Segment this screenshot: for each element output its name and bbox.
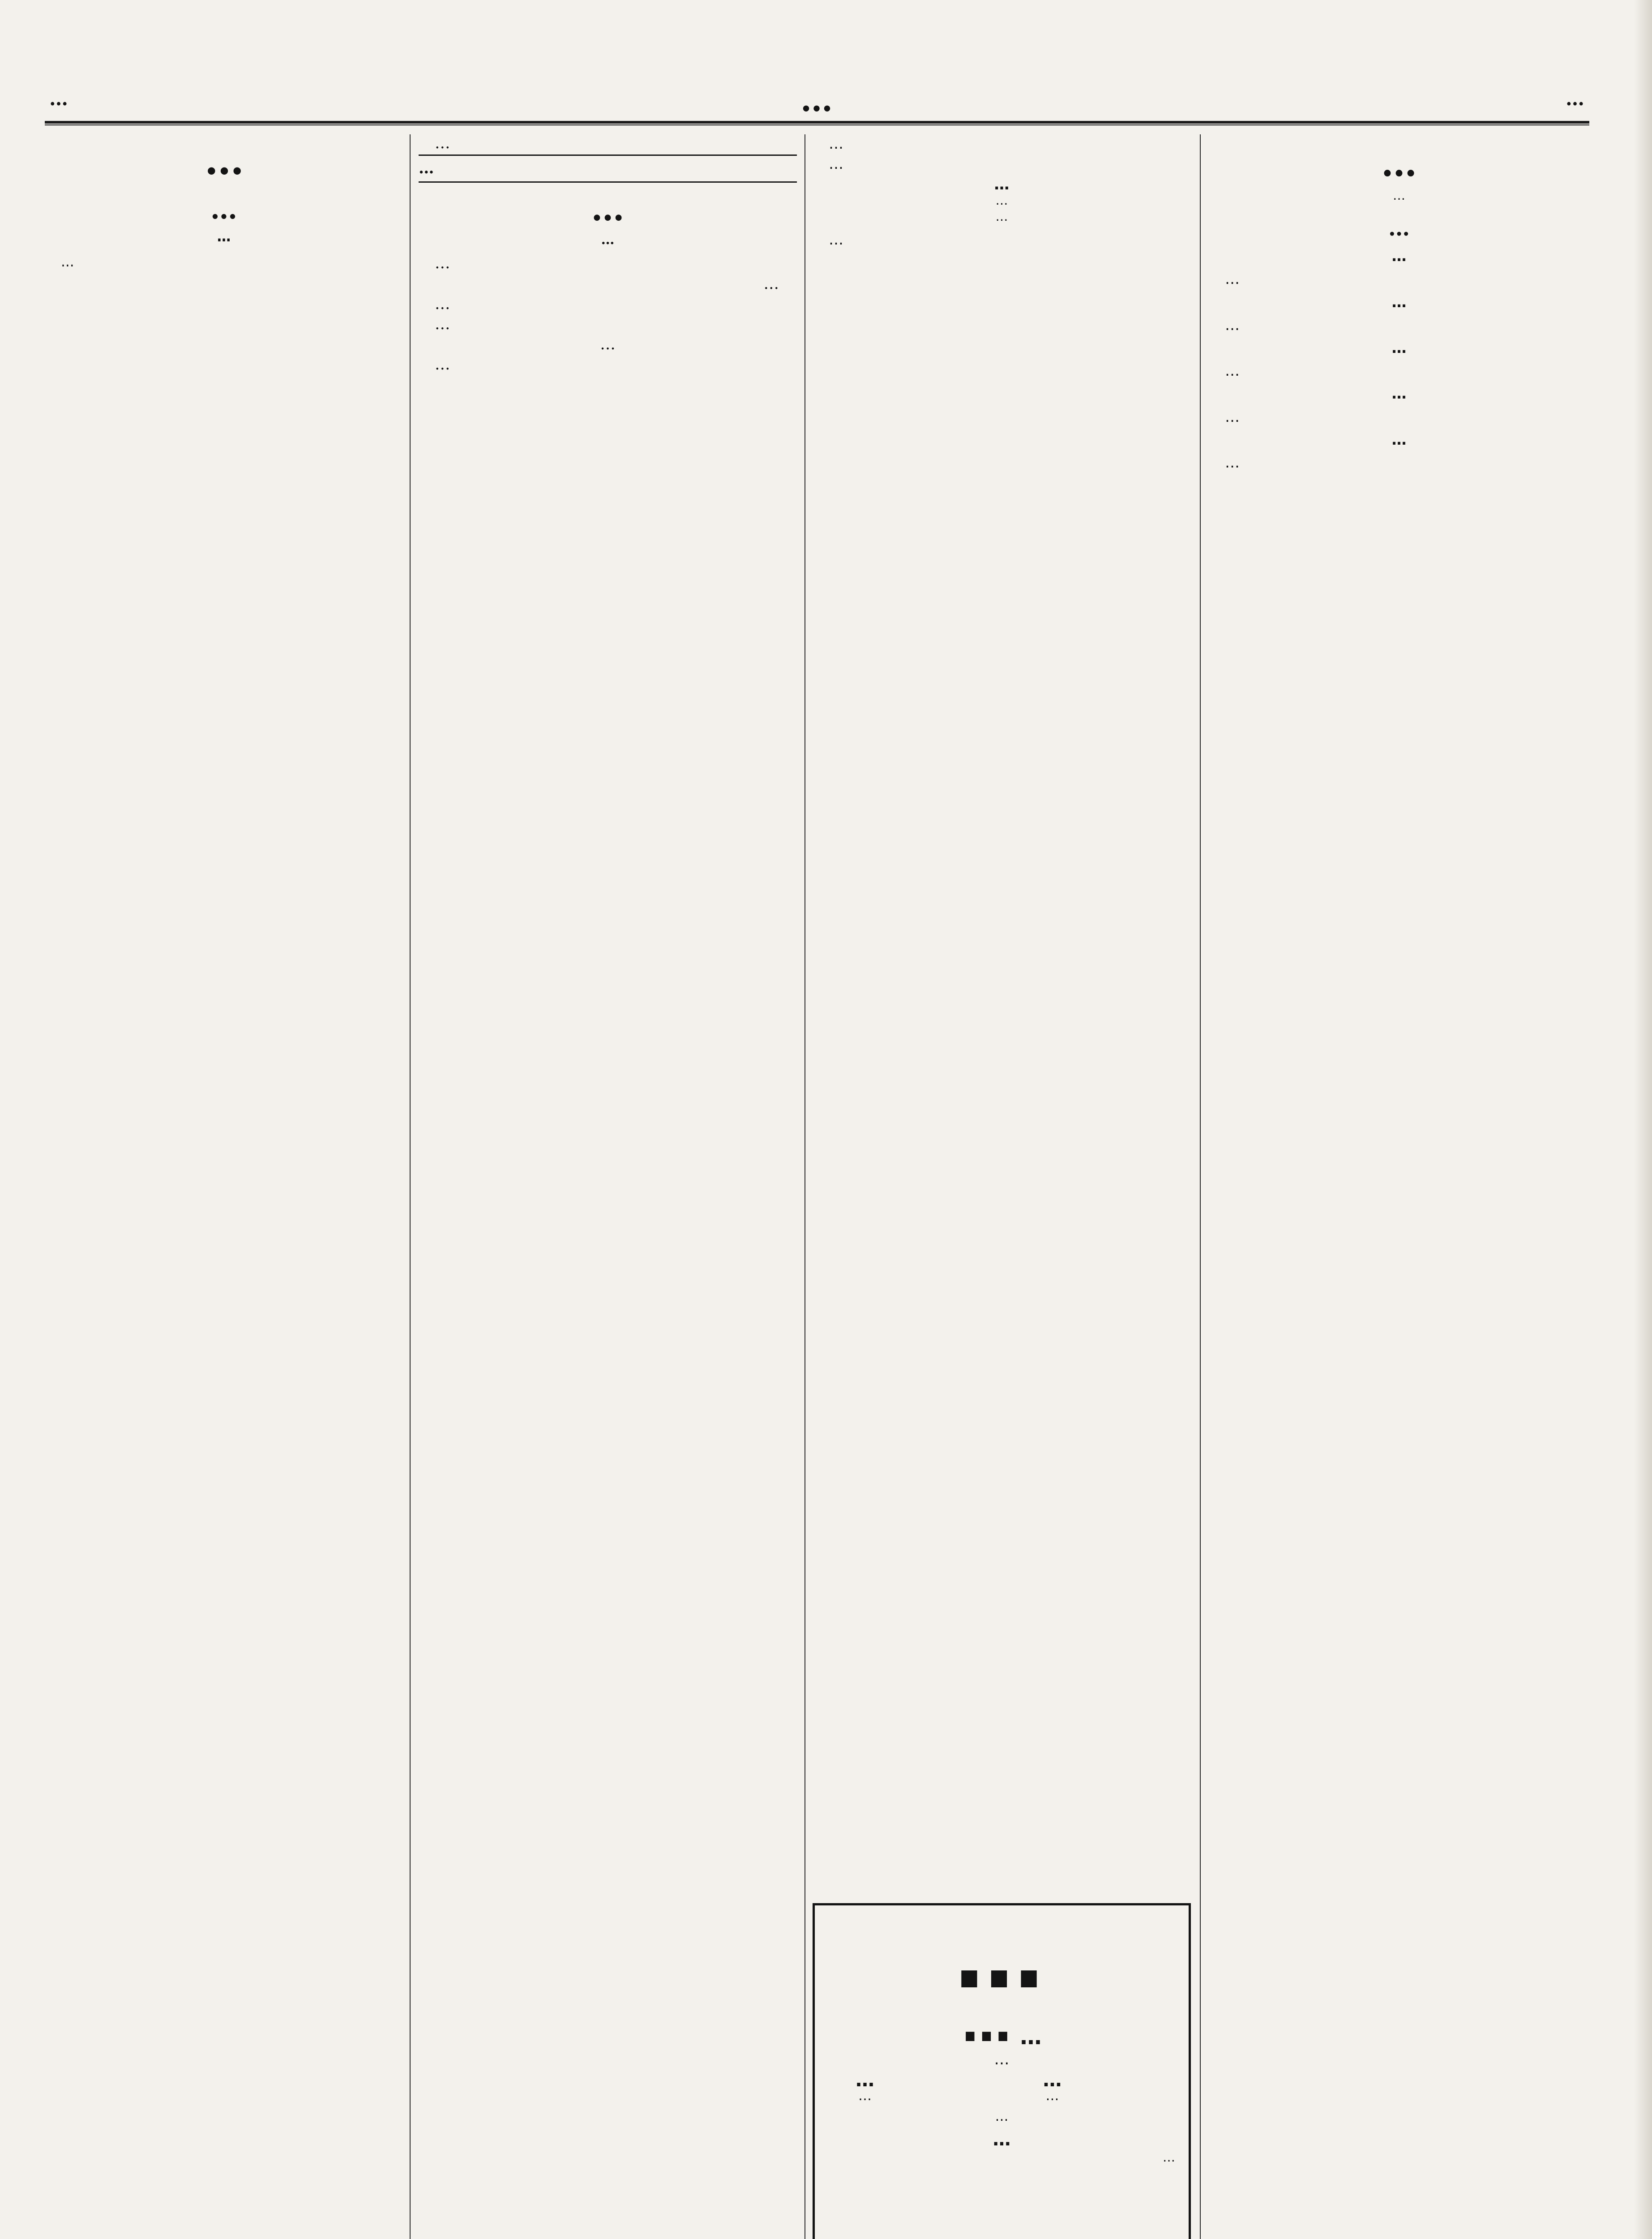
paragraph: … xyxy=(829,231,843,249)
article-subhead: … xyxy=(217,227,231,245)
article-headline: … xyxy=(210,194,237,225)
newspaper-title: … xyxy=(800,81,834,119)
article-body xyxy=(45,252,403,270)
paragraph: … xyxy=(1225,270,1240,288)
kleist-date: … xyxy=(600,335,616,354)
paragraph: … xyxy=(435,134,450,152)
byline: … xyxy=(1391,247,1407,265)
masthead xyxy=(45,81,1589,124)
column-divider xyxy=(410,134,411,2239)
paragraph: … xyxy=(435,356,450,374)
subhead-verwaltung: … xyxy=(1391,430,1407,448)
subhead-politik: … xyxy=(1391,385,1407,403)
issue-date: … xyxy=(1566,88,1585,110)
paragraph: … xyxy=(1225,407,1240,425)
letter-tail: … xyxy=(435,295,450,313)
section-title: … xyxy=(205,137,243,184)
kleist-intro: … xyxy=(435,315,450,334)
article-continuation xyxy=(419,134,797,153)
paragraph: … xyxy=(1225,316,1240,334)
letter-signature: … xyxy=(763,275,779,293)
paragraph: … xyxy=(829,135,843,152)
war-bond-advertisement: … … … … … … … … … … … xyxy=(813,1903,1191,2239)
spartakus-head: … xyxy=(829,155,843,173)
column-3 xyxy=(813,134,1191,1894)
masthead-rule xyxy=(45,124,1589,125)
paragraph: … xyxy=(1225,362,1240,380)
paragraph: … xyxy=(995,193,1008,208)
paragraph: … xyxy=(435,254,450,273)
volkswirtschaft-title: … xyxy=(1381,142,1417,184)
column-2 xyxy=(419,134,797,2239)
scan-edge xyxy=(1634,0,1652,2239)
letter-hofer xyxy=(419,254,797,273)
column-1 xyxy=(45,134,403,2239)
letzte-briefe-intro: … xyxy=(601,232,615,248)
subhead-kopie: … xyxy=(1391,293,1407,311)
election-notice: … xyxy=(419,154,797,183)
letter-kleist xyxy=(419,356,797,374)
paragraph: … xyxy=(1225,454,1240,472)
paragraph: … xyxy=(61,253,74,270)
telephone-line: … xyxy=(1393,188,1405,203)
birth-announcement: … … … xyxy=(830,176,1173,225)
column-divider xyxy=(1200,134,1201,2239)
news-items xyxy=(813,230,1191,249)
letzte-briefe-title: … xyxy=(591,190,625,229)
letter-continuation xyxy=(813,134,1191,153)
subhead-information: … xyxy=(1391,339,1407,357)
column-4 xyxy=(1209,134,1589,2239)
article-headline: … xyxy=(1388,216,1410,241)
issue-number: … xyxy=(49,88,68,110)
